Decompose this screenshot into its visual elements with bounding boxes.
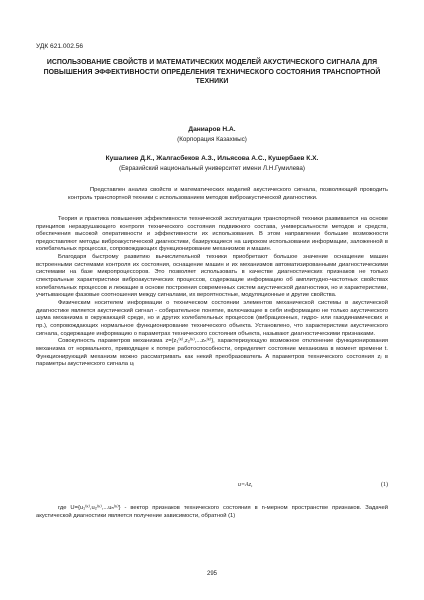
paragraph-after-equation: где U={u₁⁽ᵏ⁾,u₂⁽ᵏ⁾,...uₙ⁽ᵏ⁾} - вектор признаков технического состояния в n-мерном пространстве признаков. Задачей акустической диагностики является получение зависимости, обратной (1) [36,505,388,519]
affiliation-1: (Корпорация Казахмыс) [177,136,247,143]
paragraph: Благодаря быстрому развитию вычислительной техники приобретают большое значение оснащение машин встроенными системами контроля их состояния, оснащение машин и их механизмов автоматизированными диагностическими системами на базе микропроцессоров. Это позволяет использовать в качестве диагностических признаков не только спектральные характеристики виброакустических процессов, содержащие информацию об амплитудно-частотных свойствах колебательных процессов и лежащие в основе построения современных систем акустической диагностики, но и характеристики, учитывающие фазовые соотношения между сигналами, их вероятностные, модуляционные и другие свойства. [36,254,388,299]
paragraph: Физическим носителем информации о техническом состоянии элементов механической системы в акустической диагностике является акустический сигнал - собирательное понятие, включающее в себя информацию не только акустического шума механизма в окружающей среде, но и других колебательных процессов (вибрационных, гидро- или газодинамических и пр.), сопровождающих нормальное функционирование технического объекта. Установлено, что характеристики акустического сигнала, содержащие информацию о параметрах технического состояния объекта, называют диагностическими признаками. [36,300,388,337]
paragraph: Теория и практика повышения эффективности технической эксплуатации транспортной техники развивается на основе принципов неразрушающего контроля технического состояния подвижного состава, универсальности методов и средств, обеспечения высокой оперативности и эффективности их использования. В этом направлении большие возможности предоставляют методы виброакустической диагностики, базирующиеся на широком использовании информации, заложенной в колебательных процессах, сопровождающих функционирование механизмов и машин. [36,216,388,253]
affiliation-2: (Евразийский национальный университет имени Л.Н.Гумилева) [118,165,306,172]
page-number: 295 [206,571,217,577]
article-title: ИСПОЛЬЗОВАНИЕ СВОЙСТВ И МАТЕМАТИЧЕСКИХ МОДЕЛЕЙ АКУСТИЧЕСКОГО СИГНАЛА ДЛЯ ПОВЫШЕНИЯ ЭФФЕКТИВНОСТИ ОПРЕДЕЛЕНИЯ ТЕХНИЧЕСКОГО СОСТОЯНИЯ ТРАНСПОРТНОЙ ТЕХНИКИ [43,59,381,86]
udk-code: УДК 621.002.56 [36,43,84,50]
body-text [36,216,388,369]
abstract: Представлен анализ свойств и математических моделей акустического сигнала, позволяющий проводить контроль транспортной техники с использованием методов виброакустической диагностики. [68,187,388,201]
equation-number: (1) [381,482,388,488]
author-line-1: Даниаров Н.А. [188,126,236,133]
author-line-2: Кушалиев Д.К., Жалгасбеков А.З., Ильясова А.С., Кушербаев К.Х. [105,155,319,162]
paragraph: Совокупность параметров механизма z={z₁⁽ᵏ⁾,z₂⁽ᵏ⁾,...zₙ⁽ᵏ⁾}, характеризующую возможное отклонение функционирования механизма от нормального, приводящее к потере работоспособности, определяет состояние механизма в момент времени t. Функционирующий механизм можно рассматривать как некий преобразователь A параметров технического состояния zⱼ в параметры акустического сигнала uⱼ [36,338,388,368]
equation-expression: u=Az, [238,482,253,488]
